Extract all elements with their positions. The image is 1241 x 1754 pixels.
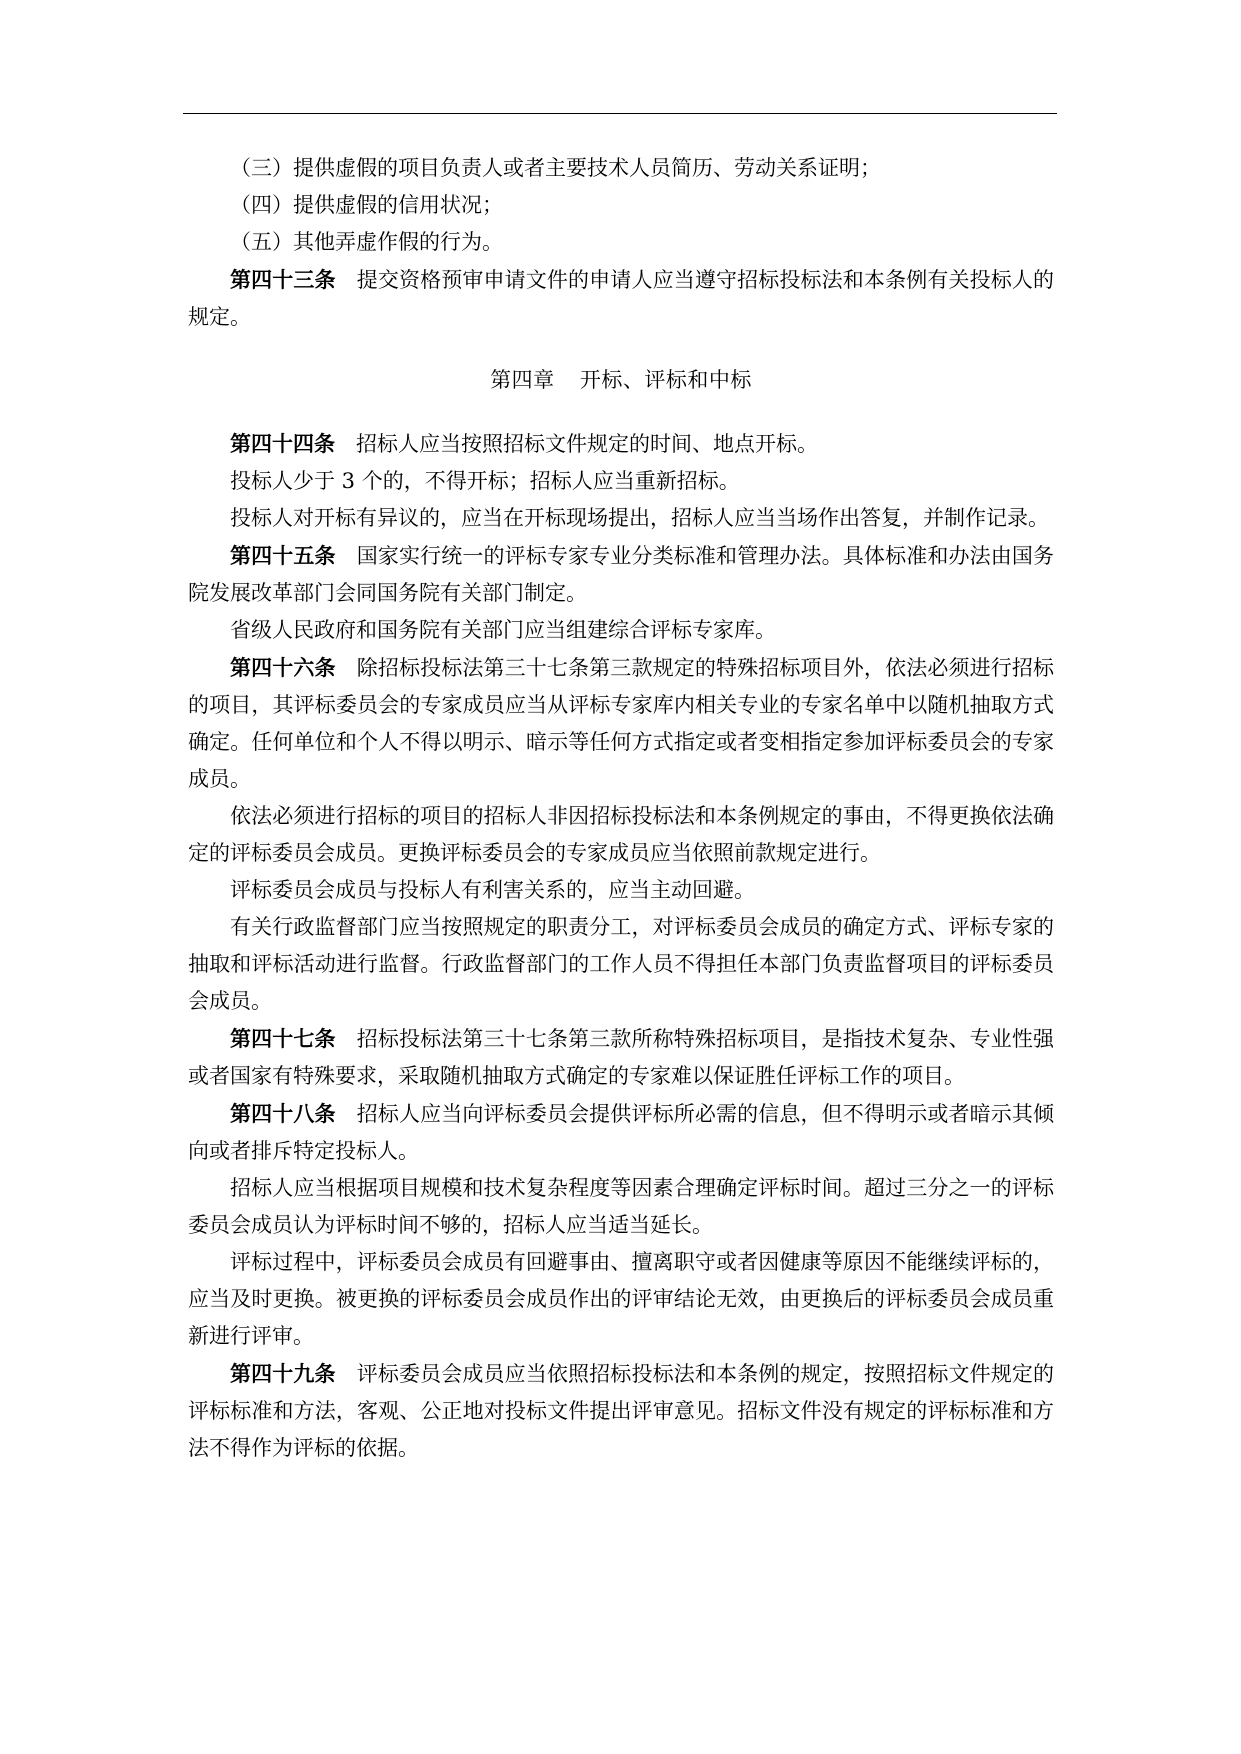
article-label: 第四十六条 [230, 655, 336, 680]
article-label: 第四十三条 [230, 267, 336, 292]
paragraph: 招标人应当根据项目规模和技术复杂程度等因素合理确定评标时间。超过三分之一的评标委员会成员认为评标时间不够的，招标人应当适当延长。 [188, 1176, 1054, 1237]
article-text: 提交资格预审申请文件的申请人应当遵守招标投标法和本条例有关投标人的规定。 [188, 268, 1055, 329]
article-text: 国家实行统一的评标专家专业分类标准和管理办法。具体标准和办法由国务院发展改革部门会同国务院有关部门制定。 [188, 544, 1055, 605]
chapter-heading [188, 362, 1054, 399]
article-44 [188, 425, 1054, 463]
article-label: 第四十七条 [230, 1026, 336, 1051]
article-43 [188, 261, 1054, 336]
article-text: 评标委员会成员应当依照招标投标法和本条例的规定，按照招标文件规定的评标标准和方法，客观、公正地对投标文件提出评审意见。招标文件没有规定的评标标准和方法不得作为评标的依据。 [188, 1362, 1055, 1460]
article-label: 第四十四条 [230, 431, 335, 456]
chapter-title: 开标、评标和中标 [579, 368, 752, 392]
paragraph: 依法必须进行招标的项目的招标人非因招标投标法和本条例规定的事由，不得更换依法确定的评标委员会成员。更换评标委员会的专家成员应当依照前款规定进行。 [188, 804, 1054, 865]
article-text: 除招标投标法第三十七条第三款规定的特殊招标项目外，依法必须进行招标的项目，其评标委员会的专家成员应当从评标专家库内相关专业的专家名单中以随机抽取方式确定。任何单位和个人不得以明示、暗示等任何方式指定或者变相指定参加评标委员会的专家成员。 [188, 656, 1055, 791]
document-body [188, 150, 1054, 1467]
article-text: 招标人应当按照招标文件规定的时间、地点开标。 [356, 432, 818, 456]
article-label: 第四十八条 [230, 1101, 336, 1126]
paragraph: 省级人民政府和国务院有关部门应当组建综合评标专家库。 [230, 618, 776, 642]
article-45 [188, 537, 1054, 612]
paragraph: 评标过程中，评标委员会成员有回避事由、擅离职守或者因健康等原因不能继续评标的，应当及时更换。被更换的评标委员会成员作出的评审结论无效，由更换后的评标委员会成员重新进行评审。 [188, 1250, 1054, 1348]
paragraph: 投标人对开标有异议的，应当在开标现场提出，招标人应当当场作出答复，并制作记录。 [230, 506, 1049, 530]
header-rule [183, 113, 1057, 114]
article-text: 招标投标法第三十七条第三款所称特殊招标项目，是指技术复杂、专业性强或者国家有特殊要求，采取随机抽取方式确定的专家难以保证胜任评标工作的项目。 [188, 1027, 1055, 1088]
article-48 [188, 1095, 1054, 1170]
article-text: 招标人应当向评标委员会提供评标所必需的信息，但不得明示或者暗示其倾向或者排斥特定投标人。 [188, 1102, 1055, 1163]
list-item: （五）其他弄虚作假的行为。 [230, 230, 503, 254]
list-item: （三）提供虚假的项目负责人或者主要技术人员简历、劳动关系证明； [230, 156, 881, 180]
paragraph: 投标人少于 3 个的，不得开标；招标人应当重新招标。 [230, 469, 740, 493]
article-label: 第四十九条 [230, 1361, 336, 1386]
article-49 [188, 1355, 1054, 1467]
article-label: 第四十五条 [230, 543, 336, 568]
list-item: （四）提供虚假的信用状况； [230, 193, 503, 217]
chapter-number: 第四章 [490, 368, 555, 392]
article-46 [188, 649, 1054, 798]
paragraph: 评标委员会成员与投标人有利害关系的，应当主动回避。 [230, 878, 755, 902]
paragraph: 有关行政监督部门应当按照规定的职责分工，对评标委员会成员的确定方式、评标专家的抽取和评标活动进行监督。行政监督部门的工作人员不得担任本部门负责监督项目的评标委员会成员。 [188, 915, 1054, 1013]
article-47 [188, 1020, 1054, 1095]
